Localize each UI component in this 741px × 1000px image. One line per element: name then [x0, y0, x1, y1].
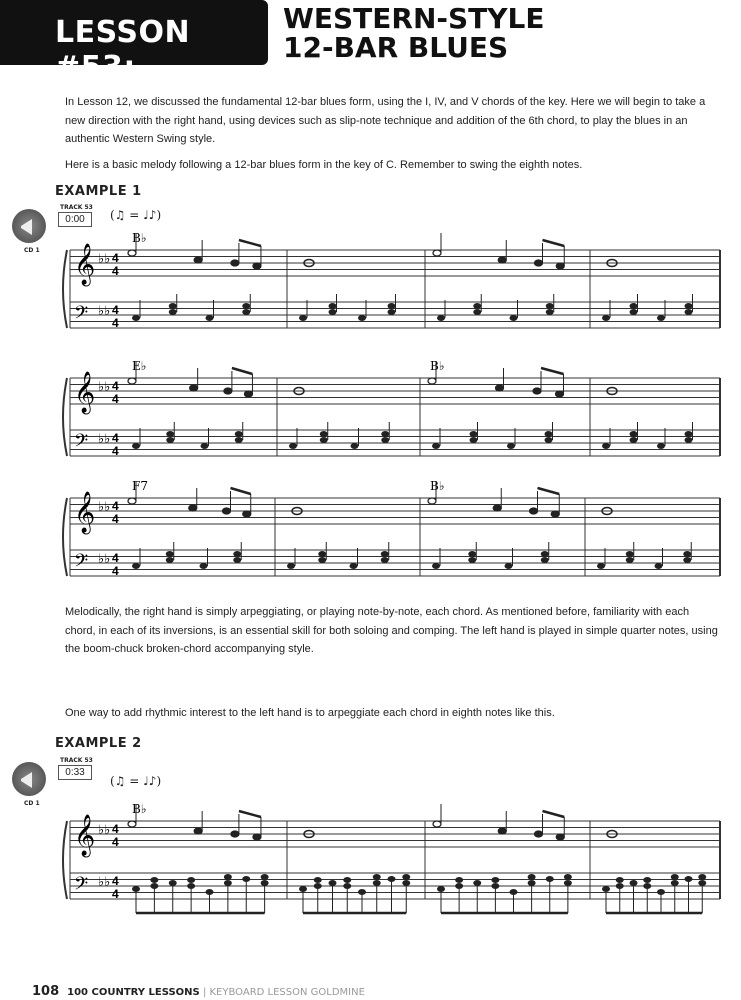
- note: [551, 511, 559, 517]
- bass-note: [235, 431, 243, 437]
- bass-note: [373, 874, 381, 880]
- bass-note: [314, 877, 322, 883]
- time-signature: 4: [112, 303, 119, 317]
- time-signature: 4: [112, 564, 119, 578]
- bass-note: [616, 877, 624, 883]
- key-signature: ♭♭: [98, 499, 111, 514]
- bass-note: [318, 551, 326, 557]
- bass-clef: 𝄢: [74, 431, 89, 456]
- bass-note: [602, 443, 610, 449]
- series-title: KEYBOARD LESSON GOLDMINE: [209, 987, 365, 998]
- bass-note: [132, 315, 140, 321]
- beam: [541, 368, 564, 374]
- bass-note: [343, 877, 351, 883]
- beam: [543, 240, 565, 246]
- bass-note: [546, 303, 554, 309]
- bass-note: [132, 563, 140, 569]
- bass-note: [630, 303, 638, 309]
- bass-note: [166, 437, 174, 443]
- beam: [543, 811, 565, 817]
- time-signature: 4: [112, 444, 119, 458]
- note: [556, 391, 564, 397]
- time-signature: 4: [112, 264, 119, 278]
- bass-note: [685, 431, 693, 437]
- time-signature: 4: [112, 392, 119, 406]
- key-signature: ♭♭: [98, 251, 111, 266]
- bass-note: [166, 557, 174, 563]
- bass-note: [187, 877, 195, 883]
- time-signature: 4: [112, 512, 119, 526]
- bass-note: [630, 431, 638, 437]
- note: [194, 257, 202, 263]
- intro-paragraph: In Lesson 12, we discussed the fundamental 12-bar blues form, using the I, IV, and V chords of the key. Here we will begin to take a new direction with the right hand, using devices such as slip-note technique and addition of the 6th chord, to play the blues in an authentic Western Swing style.: [65, 96, 706, 145]
- swing-marking: (♫ = ♩♪): [110, 774, 162, 788]
- bass-note: [200, 563, 208, 569]
- bass-note: [242, 303, 250, 309]
- note: [433, 250, 441, 256]
- bass-note: [626, 551, 634, 557]
- bass-note: [233, 557, 241, 563]
- bass-note: [671, 874, 679, 880]
- bass-note: [235, 437, 243, 443]
- bass-clef: 𝄢: [74, 551, 89, 576]
- swing-marking: (♫ = ♩♪): [110, 208, 162, 222]
- bass-note: [388, 309, 396, 315]
- chord-symbol: F7: [132, 479, 148, 493]
- chord-symbol: E♭: [132, 359, 147, 373]
- note: [253, 834, 261, 840]
- bass-note: [630, 437, 638, 443]
- note: [498, 828, 506, 834]
- bass-note: [545, 437, 553, 443]
- bass-clef: 𝄢: [74, 303, 89, 328]
- bass-note: [505, 563, 513, 569]
- bass-note: [528, 874, 536, 880]
- key-signature: ♭♭: [98, 874, 111, 889]
- note: [556, 263, 564, 269]
- bass-note: [381, 551, 389, 557]
- time-signature: 4: [112, 499, 119, 513]
- note: [428, 378, 436, 384]
- bass-note: [564, 874, 572, 880]
- key-signature: ♭♭: [98, 303, 111, 318]
- bass-note: [287, 563, 295, 569]
- bass-note: [432, 563, 440, 569]
- chord-symbol: B♭: [430, 359, 445, 373]
- chord-symbol: B♭: [132, 802, 147, 816]
- brace: [63, 498, 67, 576]
- grand-staff-system-4: [0, 786, 741, 916]
- grand-staff-system-2: [0, 350, 741, 470]
- bass-note: [150, 877, 158, 883]
- key-signature: ♭♭: [98, 379, 111, 394]
- time-signature: 4: [112, 874, 119, 888]
- note: [224, 388, 232, 394]
- note: [243, 511, 251, 517]
- bass-note: [166, 431, 174, 437]
- bass-note: [289, 443, 297, 449]
- time-signature: 4: [112, 379, 119, 393]
- title-line-1: WESTERN-STYLE: [283, 2, 545, 35]
- note: [244, 391, 252, 397]
- bass-note: [597, 563, 605, 569]
- bass-note: [657, 315, 665, 321]
- time-signature: 4: [112, 251, 119, 265]
- bass-note: [626, 557, 634, 563]
- bass-note: [233, 551, 241, 557]
- bass-note: [358, 315, 366, 321]
- track-time: 0:33: [58, 765, 92, 780]
- bass-note: [320, 431, 328, 437]
- bass-note: [545, 431, 553, 437]
- lesson-badge: [0, 0, 268, 85]
- bass-note: [630, 309, 638, 315]
- track-label: TRACK 53: [60, 757, 93, 764]
- bass-note: [602, 315, 610, 321]
- chord-symbol: B♭: [132, 231, 147, 245]
- note: [530, 508, 538, 514]
- beam: [538, 488, 560, 494]
- explanation-paragraph: Melodically, the right hand is simply arpeggiating, or playing note-by-note, each chord. As mentioned before, familiarity with each chord, in each of its inversions, is an essential skill for both soloing and comping. The left hand is played in simple quarter notes, using the boom-chuck broken-chord accompanying style.: [65, 606, 718, 655]
- bass-note: [643, 877, 651, 883]
- bass-note: [468, 557, 476, 563]
- bass-note: [381, 557, 389, 563]
- bass-note: [432, 443, 440, 449]
- bass-note: [546, 309, 554, 315]
- brace: [63, 378, 67, 456]
- bass-note: [685, 309, 693, 315]
- note: [433, 821, 441, 827]
- bass-note: [541, 551, 549, 557]
- note: [128, 250, 136, 256]
- note: [128, 821, 136, 827]
- bass-note: [206, 315, 214, 321]
- bass-note: [473, 309, 481, 315]
- note: [231, 831, 239, 837]
- bass-note: [698, 874, 706, 880]
- note: [498, 257, 506, 263]
- key-signature: ♭♭: [98, 431, 111, 446]
- bass-note: [169, 309, 177, 315]
- bass-note: [169, 303, 177, 309]
- treble-clef: 𝄞: [74, 244, 96, 285]
- beam: [239, 240, 261, 246]
- track-time: 0:00: [58, 212, 92, 227]
- bass-note: [299, 315, 307, 321]
- beam: [232, 368, 253, 374]
- time-signature: 4: [112, 887, 119, 901]
- bass-note: [470, 437, 478, 443]
- footer: [32, 984, 365, 999]
- note: [253, 263, 261, 269]
- bass-note: [329, 303, 337, 309]
- bass-note: [318, 557, 326, 563]
- bass-note: [201, 443, 209, 449]
- grand-staff-system-3: [0, 470, 741, 590]
- note: [428, 498, 436, 504]
- note: [535, 260, 543, 266]
- bass-note: [166, 551, 174, 557]
- note: [194, 828, 202, 834]
- bass-note: [541, 557, 549, 563]
- bass-note: [468, 551, 476, 557]
- bass-note: [350, 563, 358, 569]
- footer-separator: |: [199, 987, 210, 998]
- grand-staff-system-1: [0, 222, 741, 342]
- time-signature: 4: [112, 822, 119, 836]
- note: [190, 385, 198, 391]
- bass-clef: 𝄢: [74, 874, 89, 899]
- treble-clef: 𝄞: [74, 372, 96, 413]
- time-signature: 4: [112, 431, 119, 445]
- bass-note: [683, 557, 691, 563]
- bass-note: [655, 563, 663, 569]
- bass-note: [320, 437, 328, 443]
- page-number: 108: [32, 984, 60, 999]
- note: [128, 378, 136, 384]
- bass-note: [381, 431, 389, 437]
- bass-note: [402, 874, 410, 880]
- lesson-number: LESSON #53:: [55, 15, 191, 85]
- note: [231, 260, 239, 266]
- bass-note: [381, 437, 389, 443]
- note: [223, 508, 231, 514]
- chord-symbol: B♭: [430, 479, 445, 493]
- track-label: TRACK 53: [60, 204, 93, 211]
- bass-note: [507, 443, 515, 449]
- instruction-paragraph: Here is a basic melody following a 12-bar blues form in the key of C. Remember to swing the eighth notes.: [65, 159, 583, 171]
- bass-note: [683, 551, 691, 557]
- note: [533, 388, 541, 394]
- time-signature: 4: [112, 316, 119, 330]
- time-signature: 4: [112, 835, 119, 849]
- note: [496, 385, 504, 391]
- treble-clef: 𝄞: [74, 492, 96, 533]
- rhythm-paragraph: One way to add rhythmic interest to the left hand is to arpeggiate each chord in eighth notes like this.: [65, 707, 555, 719]
- lesson-title: [283, 4, 545, 62]
- bass-note: [388, 303, 396, 309]
- bass-note: [491, 877, 499, 883]
- brace: [63, 250, 67, 328]
- beam: [239, 811, 261, 817]
- bass-note: [470, 431, 478, 437]
- bass-note: [510, 315, 518, 321]
- cd-label: CD 1: [24, 247, 40, 254]
- bass-note: [437, 315, 445, 321]
- note: [556, 834, 564, 840]
- bass-note: [455, 877, 463, 883]
- bass-note: [351, 443, 359, 449]
- note: [128, 498, 136, 504]
- bass-note: [329, 309, 337, 315]
- bass-note: [657, 443, 665, 449]
- key-signature: ♭♭: [98, 822, 111, 837]
- brace: [63, 821, 67, 899]
- bass-note: [261, 874, 269, 880]
- bass-note: [132, 443, 140, 449]
- note: [535, 831, 543, 837]
- bass-note: [224, 874, 232, 880]
- time-signature: 4: [112, 551, 119, 565]
- bass-note: [242, 309, 250, 315]
- bass-note: [473, 303, 481, 309]
- treble-clef: 𝄞: [74, 815, 96, 856]
- note: [189, 505, 197, 511]
- key-signature: ♭♭: [98, 551, 111, 566]
- book-title: 100 COUNTRY LESSONS: [67, 987, 200, 998]
- example-2-label: EXAMPLE 2: [55, 736, 142, 751]
- bass-note: [685, 437, 693, 443]
- note: [493, 505, 501, 511]
- example-1-label: EXAMPLE 1: [55, 184, 142, 199]
- bass-note: [685, 303, 693, 309]
- cd-label: CD 1: [24, 800, 40, 807]
- title-line-2: 12-BAR BLUES: [283, 31, 509, 64]
- beam: [231, 488, 251, 494]
